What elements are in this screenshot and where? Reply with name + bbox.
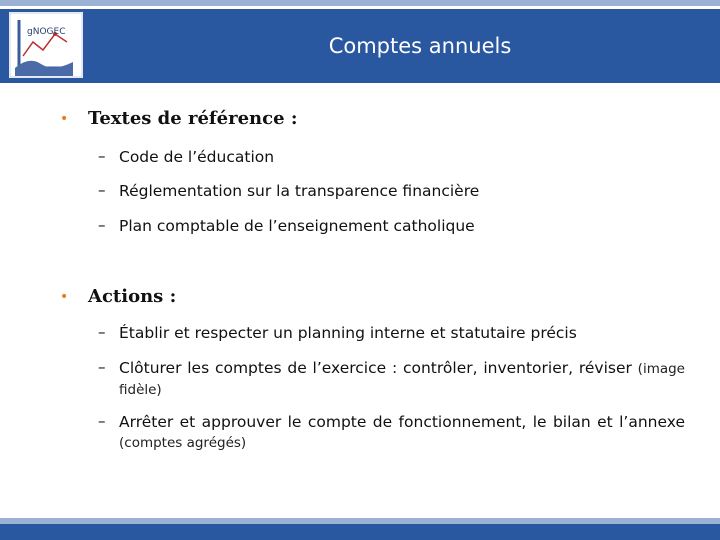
list-item: Établir et respecter un planning interne et statutaire précis (119, 324, 577, 342)
list-item: Code de l’éducation (119, 148, 275, 166)
dash-icon: – (98, 358, 106, 376)
list-item: Clôturer les comptes de l’exercice : contrôler, inventorier, réviser (image fidèle) (119, 359, 685, 398)
dash-icon: – (98, 147, 106, 165)
dash-icon: – (98, 412, 106, 430)
page-title: Comptes annuels (328, 34, 512, 58)
svg-text:gNOGEC: gNOGEC (27, 27, 66, 37)
list-item: Réglementation sur la transparence financière (119, 182, 480, 200)
dash-icon: – (98, 216, 106, 234)
bullet-icon: • (60, 289, 69, 305)
logo (9, 12, 83, 78)
list-item: Arrêter et approuver le compte de fonctionnement, le bilan et l’annexe (comptes agrégés) (119, 413, 685, 451)
section-heading: Textes de référence : (88, 108, 298, 129)
dash-icon: – (98, 323, 106, 341)
item-note: (image fidèle) (119, 361, 685, 398)
bullet-icon: • (60, 111, 69, 127)
list-item: Plan comptable de l’enseignement catholique (119, 217, 475, 235)
dash-icon: – (98, 181, 106, 199)
item-note: (comptes agrégés) (119, 435, 247, 451)
bottom-bar (0, 524, 720, 540)
section-heading: Actions : (88, 286, 177, 307)
